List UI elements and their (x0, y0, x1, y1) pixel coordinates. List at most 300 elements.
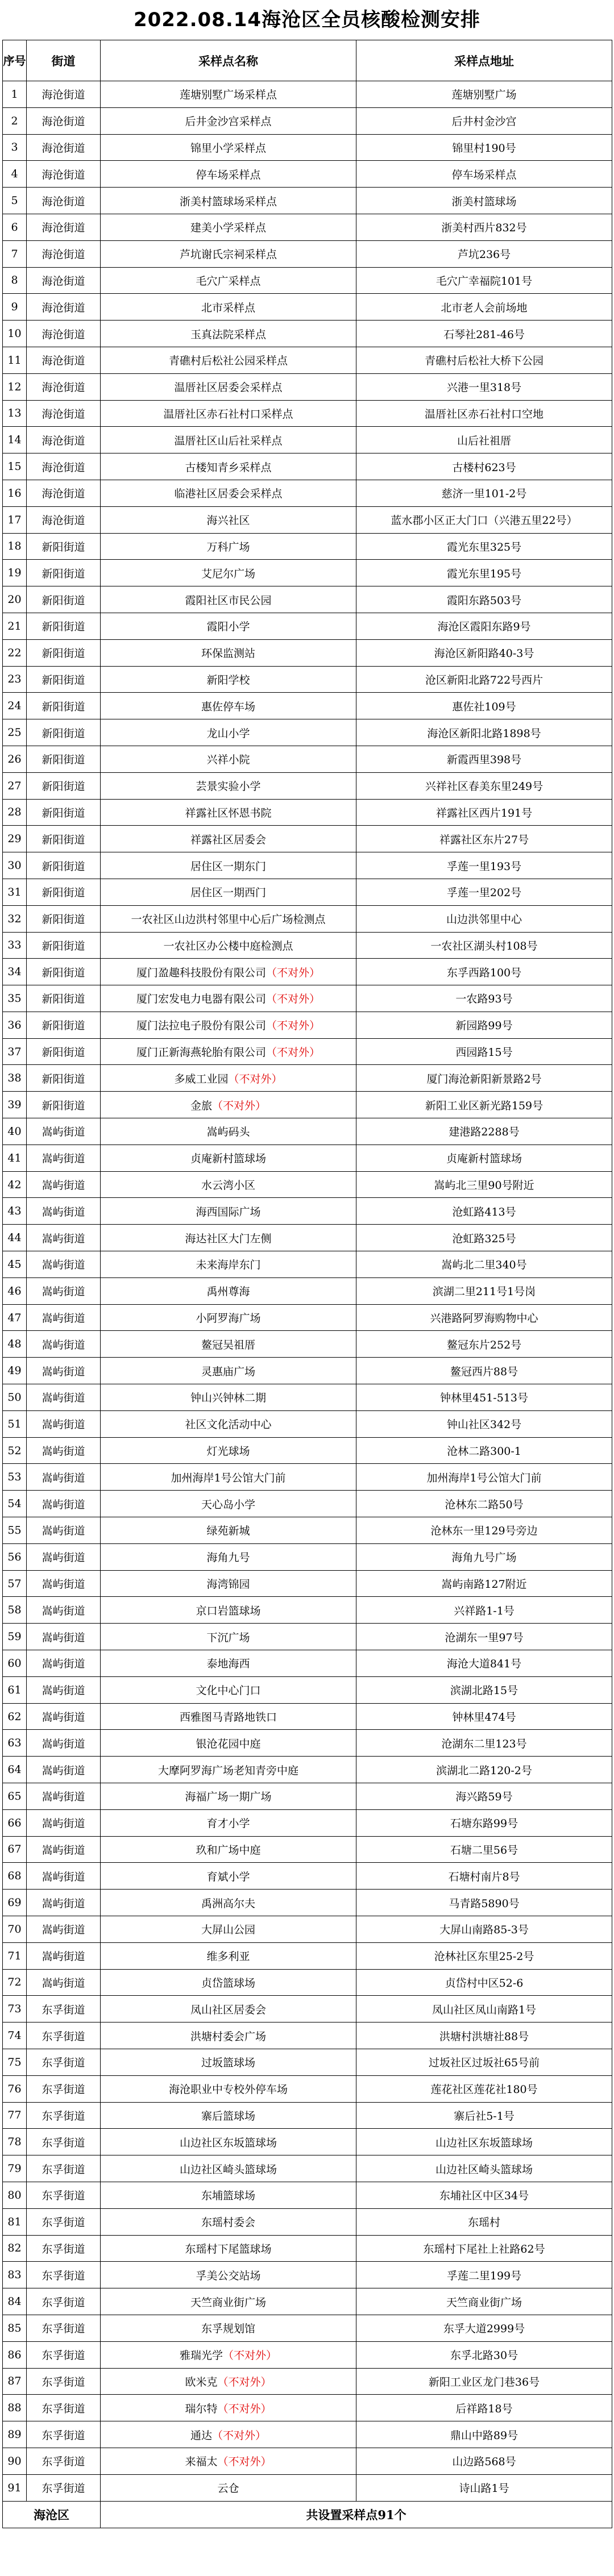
row-num: 73 (3, 1996, 27, 2022)
row-street: 海沧街道 (27, 134, 101, 161)
sampling-point-name-text: 惠佐停车场 (201, 700, 255, 713)
row-sampling-point-address: 钟林里451-513号 (356, 1384, 612, 1411)
sampling-point-name-text: 来福太 (185, 2456, 218, 2469)
row-sampling-point-name (101, 1624, 356, 1650)
not-public-note: （不对外） (212, 1099, 267, 1112)
table-row (3, 719, 612, 746)
row-num: 6 (3, 214, 27, 240)
table-row (3, 1171, 612, 1198)
sampling-point-name-text: 小阿罗海广场 (196, 1312, 261, 1325)
sampling-point-name-text: 东孚规划馆 (201, 2323, 255, 2336)
row-street: 东孚街道 (27, 2208, 101, 2235)
row-street: 嵩屿街道 (27, 1225, 101, 1251)
row-sampling-point-name (101, 1038, 356, 1065)
table-row (3, 1809, 612, 1836)
row-street: 东孚街道 (27, 2315, 101, 2341)
row-num: 24 (3, 693, 27, 719)
row-sampling-point-address: 沧林二路300-1 (356, 1437, 612, 1464)
table-row (3, 1331, 612, 1358)
row-street: 嵩屿街道 (27, 1783, 101, 1810)
sampling-point-name-text: 孚美公交站场 (196, 2269, 261, 2282)
row-num: 4 (3, 161, 27, 188)
row-street: 东孚街道 (27, 2421, 101, 2448)
row-sampling-point-address: 浙美村西片832号 (356, 214, 612, 240)
row-street: 嵩屿街道 (27, 1570, 101, 1597)
row-sampling-point-address: 海角九号广场 (356, 1543, 612, 1570)
row-street: 嵩屿街道 (27, 1809, 101, 1836)
row-num: 23 (3, 666, 27, 693)
sampling-point-name-text: 天心岛小学 (201, 1498, 255, 1511)
sampling-point-name-text: 绿苑新城 (206, 1525, 250, 1538)
row-sampling-point-address: 钟林里474号 (356, 1703, 612, 1730)
table-row (3, 1597, 612, 1624)
row-sampling-point-address: 凤山社区凤山南路1号 (356, 1996, 612, 2022)
row-num: 87 (3, 2368, 27, 2395)
row-street: 嵩屿街道 (27, 1331, 101, 1358)
row-num: 5 (3, 188, 27, 214)
row-sampling-point-address: 霞光东里195号 (356, 560, 612, 586)
row-num: 55 (3, 1517, 27, 1544)
row-num: 78 (3, 2129, 27, 2155)
sampling-point-name-text: 艾尼尔广场 (201, 567, 255, 580)
sampling-point-name-text: 东瑶村委会 (201, 2216, 255, 2229)
row-num: 63 (3, 1730, 27, 1757)
table-row (3, 1118, 612, 1145)
table-row (3, 81, 612, 108)
table-row (3, 2182, 612, 2208)
table-row (3, 240, 612, 267)
table-row (3, 2368, 612, 2395)
table-row (3, 1836, 612, 1863)
row-num: 47 (3, 1304, 27, 1331)
row-sampling-point-name (101, 1650, 356, 1677)
table-row (3, 1277, 612, 1304)
row-street: 东孚街道 (27, 2049, 101, 2075)
row-sampling-point-name (101, 240, 356, 267)
row-sampling-point-address: 鳌冠西片88号 (356, 1358, 612, 1384)
row-num: 49 (3, 1358, 27, 1384)
row-sampling-point-address: 诗山路1号 (356, 2474, 612, 2501)
table-row (3, 2315, 612, 2341)
row-num: 11 (3, 347, 27, 373)
row-num: 65 (3, 1783, 27, 1810)
row-sampling-point-name (101, 1092, 356, 1118)
sampling-point-name-text: 芦坑谢氏宗祠采样点 (179, 248, 277, 261)
row-sampling-point-name (101, 1676, 356, 1703)
row-street: 嵩屿街道 (27, 1624, 101, 1650)
header-addr: 采样点地址 (356, 40, 612, 81)
row-sampling-point-name (101, 2208, 356, 2235)
table-row (3, 1491, 612, 1517)
sampling-point-name-text: 凤山社区居委会 (190, 2003, 266, 2016)
row-sampling-point-address: 寨后社5-1号 (356, 2102, 612, 2129)
row-street: 新阳街道 (27, 666, 101, 693)
row-sampling-point-name (101, 1118, 356, 1145)
table-row (3, 294, 612, 321)
table-row (3, 2155, 612, 2182)
row-num: 82 (3, 2235, 27, 2262)
row-num: 46 (3, 1277, 27, 1304)
row-sampling-point-name (101, 719, 356, 746)
row-street: 海沧街道 (27, 453, 101, 480)
sampling-point-name-text: 水云湾小区 (201, 1179, 255, 1192)
sampling-point-name-text: 兴祥小院 (206, 754, 250, 767)
sampling-point-name-text: 霞阳社区市民公园 (185, 594, 272, 607)
row-sampling-point-name (101, 214, 356, 240)
row-sampling-point-address: 温厝社区赤石社村口空地 (356, 400, 612, 427)
row-sampling-point-name (101, 1703, 356, 1730)
row-street: 嵩屿街道 (27, 1410, 101, 1437)
row-num: 76 (3, 2075, 27, 2102)
row-sampling-point-address: 新园路99号 (356, 1012, 612, 1038)
table-body (3, 81, 612, 2502)
row-num: 86 (3, 2341, 27, 2368)
row-sampling-point-address: 古楼村623号 (356, 453, 612, 480)
table-row (3, 2262, 612, 2288)
row-sampling-point-address: 沧区新阳北路722号西片 (356, 666, 612, 693)
row-street: 新阳街道 (27, 560, 101, 586)
row-street: 东孚街道 (27, 2022, 101, 2049)
row-sampling-point-address: 山后社祖厝 (356, 427, 612, 453)
table-row (3, 1890, 612, 1916)
row-sampling-point-address: 沧林东一里129号旁边 (356, 1517, 612, 1544)
row-num: 81 (3, 2208, 27, 2235)
row-street: 嵩屿街道 (27, 1277, 101, 1304)
row-num: 17 (3, 506, 27, 533)
table-header-row (3, 40, 612, 81)
not-public-note: （不对外） (266, 966, 321, 979)
row-sampling-point-name (101, 1783, 356, 1810)
row-street: 嵩屿街道 (27, 1730, 101, 1757)
row-num: 58 (3, 1597, 27, 1624)
row-num: 57 (3, 1570, 27, 1597)
not-public-note: （不对外） (223, 2349, 277, 2362)
row-street: 海沧街道 (27, 81, 101, 108)
row-street: 嵩屿街道 (27, 1437, 101, 1464)
table-row (3, 2208, 612, 2235)
sampling-point-name-text: 过坂篮球场 (201, 2057, 255, 2070)
table-row (3, 1942, 612, 1969)
row-num: 75 (3, 2049, 27, 2075)
table-row (3, 2075, 612, 2102)
row-sampling-point-name (101, 2421, 356, 2448)
table-row (3, 1384, 612, 1411)
row-num: 51 (3, 1410, 27, 1437)
row-sampling-point-address: 嵩屿北二里340号 (356, 1251, 612, 1278)
row-num: 25 (3, 719, 27, 746)
row-sampling-point-address: 霞光东里325号 (356, 533, 612, 560)
row-sampling-point-name (101, 1277, 356, 1304)
not-public-note: （不对外） (217, 2375, 272, 2388)
row-sampling-point-name (101, 932, 356, 959)
sampling-point-name-text: 灵惠庙广场 (201, 1365, 255, 1378)
sampling-point-name-text: 厦门盈趣科技股份有限公司 (136, 966, 266, 979)
row-street: 嵩屿街道 (27, 1757, 101, 1783)
row-num: 83 (3, 2262, 27, 2288)
row-sampling-point-name (101, 693, 356, 719)
row-num: 72 (3, 1969, 27, 1996)
row-sampling-point-name (101, 1251, 356, 1278)
row-sampling-point-address: 沧湖东一里97号 (356, 1624, 612, 1650)
table-row (3, 1969, 612, 1996)
row-sampling-point-address: 停车场采样点 (356, 161, 612, 188)
table-row (3, 1650, 612, 1677)
row-street: 嵩屿街道 (27, 1969, 101, 1996)
row-sampling-point-address: 山边洪邻里中心 (356, 905, 612, 932)
row-sampling-point-address: 锦里村190号 (356, 134, 612, 161)
row-sampling-point-address: 滨湖北路15号 (356, 1676, 612, 1703)
sampling-point-name-text: 金旅 (190, 1099, 212, 1112)
row-street: 嵩屿街道 (27, 1942, 101, 1969)
sampling-point-name-text: 玉真法院采样点 (190, 328, 266, 341)
row-num: 77 (3, 2102, 27, 2129)
row-street: 东孚街道 (27, 2182, 101, 2208)
row-street: 东孚街道 (27, 1996, 101, 2022)
row-street: 嵩屿街道 (27, 1464, 101, 1491)
sampling-point-name-text: 浙美村篮球场采样点 (179, 195, 277, 208)
row-num: 40 (3, 1118, 27, 1145)
sampling-point-name-text: 祥露社区怀恩书院 (185, 806, 272, 819)
sampling-point-name-text: 毛穴广采样点 (196, 274, 261, 288)
row-sampling-point-address: 慈济一里101-2号 (356, 480, 612, 506)
sampling-point-name-text: 下沉广场 (206, 1631, 250, 1644)
row-street: 嵩屿街道 (27, 1650, 101, 1677)
table-row (3, 1038, 612, 1065)
row-street: 嵩屿街道 (27, 1118, 101, 1145)
row-sampling-point-name (101, 2448, 356, 2474)
sampling-point-name-text: 多威工业园 (174, 1072, 229, 1085)
row-sampling-point-name (101, 1065, 356, 1092)
row-sampling-point-address: 东孚西路100号 (356, 959, 612, 985)
sampling-point-name-text: 京口岩篮球场 (196, 1604, 261, 1617)
row-street: 新阳街道 (27, 985, 101, 1012)
row-num: 7 (3, 240, 27, 267)
sampling-point-name-text: 山边社区崎头篮球场 (179, 2163, 277, 2176)
row-num: 33 (3, 932, 27, 959)
row-num: 80 (3, 2182, 27, 2208)
table-row (3, 1676, 612, 1703)
sampling-point-name-text: 一农社区山边洪村邻里中心后广场检测点 (131, 913, 326, 926)
row-sampling-point-name (101, 1171, 356, 1198)
row-sampling-point-name (101, 1437, 356, 1464)
row-street: 海沧街道 (27, 373, 101, 400)
row-sampling-point-name (101, 533, 356, 560)
row-sampling-point-address: 滨湖二里211号1号岗 (356, 1277, 612, 1304)
row-sampling-point-address: 洪塘村洪塘社88号 (356, 2022, 612, 2049)
table-row (3, 1145, 612, 1171)
row-street: 嵩屿街道 (27, 1703, 101, 1730)
table-row (3, 905, 612, 932)
row-sampling-point-address: 海沧区新阳路40-3号 (356, 639, 612, 666)
row-street: 嵩屿街道 (27, 1676, 101, 1703)
row-num: 31 (3, 879, 27, 905)
row-sampling-point-name (101, 2049, 356, 2075)
row-sampling-point-address: 沧湖东二里123号 (356, 1730, 612, 1757)
row-sampling-point-address: 西园路15号 (356, 1038, 612, 1065)
table-row (3, 1570, 612, 1597)
row-sampling-point-address: 莲塘别墅广场 (356, 81, 612, 108)
table-row (3, 2235, 612, 2262)
row-sampling-point-name (101, 188, 356, 214)
sampling-point-name-text: 海福广场一期广场 (185, 1791, 272, 1804)
table-row (3, 1996, 612, 2022)
row-street: 海沧街道 (27, 267, 101, 294)
row-street: 新阳街道 (27, 719, 101, 746)
row-sampling-point-address: 贞岱村中区52-6 (356, 1969, 612, 1996)
document-title: 2022.08.14海沧区全员核酸检测安排 (133, 9, 481, 31)
row-sampling-point-address: 新阳工业区龙门巷36号 (356, 2368, 612, 2395)
table-row (3, 1437, 612, 1464)
table-row (3, 1251, 612, 1278)
row-num: 29 (3, 826, 27, 852)
row-num: 26 (3, 746, 27, 772)
row-street: 嵩屿街道 (27, 1251, 101, 1278)
table-row (3, 613, 612, 639)
table-row (3, 373, 612, 400)
sampling-point-name-text: 一农社区办公楼中庭检测点 (163, 939, 293, 952)
table-row (3, 985, 612, 1012)
row-sampling-point-name (101, 81, 356, 108)
row-sampling-point-address: 东瑶村下尾社上社路62号 (356, 2235, 612, 2262)
row-sampling-point-name (101, 1809, 356, 1836)
sampling-point-name-text: 海达社区大门左侧 (185, 1232, 272, 1245)
row-num: 32 (3, 905, 27, 932)
row-sampling-point-address: 嵩屿南路127附近 (356, 1570, 612, 1597)
row-num: 54 (3, 1491, 27, 1517)
table-row (3, 134, 612, 161)
sampling-point-name-text: 居住区一期西门 (190, 887, 266, 900)
row-sampling-point-name (101, 2182, 356, 2208)
sampling-point-name-text: 银沧花园中庭 (196, 1737, 261, 1750)
row-num: 52 (3, 1437, 27, 1464)
row-sampling-point-address: 厦门海沧新阳新景路2号 (356, 1065, 612, 1092)
row-sampling-point-address: 兴港一里318号 (356, 373, 612, 400)
row-num: 62 (3, 1703, 27, 1730)
row-sampling-point-address: 东孚大道2999号 (356, 2315, 612, 2341)
row-sampling-point-address: 孚莲一里193号 (356, 852, 612, 879)
row-sampling-point-name (101, 1890, 356, 1916)
row-sampling-point-name (101, 427, 356, 453)
row-sampling-point-name (101, 799, 356, 826)
sampling-point-name-text: 玖和广场中庭 (196, 1843, 261, 1857)
sampling-point-name-text: 鳌冠吴祖厝 (201, 1338, 255, 1351)
row-num: 56 (3, 1543, 27, 1570)
row-sampling-point-name (101, 1012, 356, 1038)
table-row (3, 1410, 612, 1437)
row-sampling-point-address: 霞阳东路503号 (356, 586, 612, 613)
row-street: 海沧街道 (27, 400, 101, 427)
sampling-point-name-text: 禹州尊海 (206, 1285, 250, 1299)
table-row (3, 453, 612, 480)
sampling-point-name-text: 海角九号 (206, 1551, 250, 1564)
row-street: 东孚街道 (27, 2368, 101, 2395)
table-row (3, 1065, 612, 1092)
row-sampling-point-address: 兴祥路1-1号 (356, 1597, 612, 1624)
row-num: 18 (3, 533, 27, 560)
row-street: 新阳街道 (27, 746, 101, 772)
row-sampling-point-address: 惠佐社109号 (356, 693, 612, 719)
table-row (3, 2129, 612, 2155)
row-street: 海沧街道 (27, 294, 101, 321)
row-sampling-point-name (101, 1491, 356, 1517)
row-num: 41 (3, 1145, 27, 1171)
row-sampling-point-name (101, 294, 356, 321)
sampling-point-name-text: 贞岱篮球场 (201, 1976, 255, 1990)
table-row (3, 1757, 612, 1783)
not-public-note: （不对外） (217, 2456, 272, 2469)
row-street: 东孚街道 (27, 2448, 101, 2474)
table-row (3, 161, 612, 188)
table-row (3, 799, 612, 826)
row-num: 9 (3, 294, 27, 321)
row-sampling-point-name (101, 1969, 356, 1996)
row-sampling-point-name (101, 1145, 356, 1171)
sampling-point-name-text: 厦门宏发电力电器有限公司 (136, 993, 266, 1006)
row-sampling-point-name (101, 400, 356, 427)
row-sampling-point-name (101, 1331, 356, 1358)
row-sampling-point-address: 祥露社区东片27号 (356, 826, 612, 852)
row-sampling-point-name (101, 1996, 356, 2022)
row-sampling-point-address: 兴港路阿罗海购物中心 (356, 1304, 612, 1331)
sampling-points-table (2, 40, 612, 2528)
row-sampling-point-name (101, 2235, 356, 2262)
row-num: 15 (3, 453, 27, 480)
row-street: 嵩屿街道 (27, 1304, 101, 1331)
table-row (3, 107, 612, 134)
row-street: 东孚街道 (27, 2341, 101, 2368)
sampling-point-name-text: 环保监测站 (201, 647, 255, 660)
row-num: 39 (3, 1092, 27, 1118)
row-street: 新阳街道 (27, 772, 101, 799)
row-street: 海沧街道 (27, 240, 101, 267)
row-sampling-point-name (101, 2341, 356, 2368)
table-row (3, 1783, 612, 1810)
table-row (3, 2102, 612, 2129)
table-row (3, 772, 612, 799)
table-row (3, 1225, 612, 1251)
sampling-point-name-text: 海沧职业中专校外停车场 (168, 2083, 288, 2096)
row-sampling-point-name (101, 1730, 356, 1757)
sampling-point-name-text: 社区文化活动中心 (185, 1418, 272, 1431)
row-street: 嵩屿街道 (27, 1597, 101, 1624)
sampling-point-name-text: 温厝社区山后社采样点 (174, 434, 283, 447)
row-sampling-point-address: 过坂社区过坂社65号前 (356, 2049, 612, 2075)
sampling-point-name-text: 钟山兴钟林二期 (190, 1392, 266, 1405)
not-public-note: （不对外） (217, 2402, 272, 2415)
row-sampling-point-address: 马青路5890号 (356, 1890, 612, 1916)
not-public-note: （不对外） (266, 1046, 321, 1059)
row-street: 嵩屿街道 (27, 1916, 101, 1942)
row-street: 东孚街道 (27, 2102, 101, 2129)
row-num: 90 (3, 2448, 27, 2474)
row-sampling-point-address: 东孚北路30号 (356, 2341, 612, 2368)
row-num: 74 (3, 2022, 27, 2049)
row-street: 嵩屿街道 (27, 1890, 101, 1916)
sampling-point-name-text: 青礁村后松社公园采样点 (168, 355, 288, 368)
table-row (3, 321, 612, 347)
row-sampling-point-name (101, 905, 356, 932)
row-sampling-point-address: 后祥路18号 (356, 2395, 612, 2421)
row-num: 66 (3, 1809, 27, 1836)
row-sampling-point-name (101, 1384, 356, 1411)
sampling-point-name-text: 大屏山公园 (201, 1924, 255, 1937)
row-sampling-point-name (101, 2155, 356, 2182)
sampling-point-name-text: 云仓 (217, 2482, 239, 2495)
table-row (3, 639, 612, 666)
row-street: 东孚街道 (27, 2075, 101, 2102)
row-num: 70 (3, 1916, 27, 1942)
row-sampling-point-name (101, 2262, 356, 2288)
